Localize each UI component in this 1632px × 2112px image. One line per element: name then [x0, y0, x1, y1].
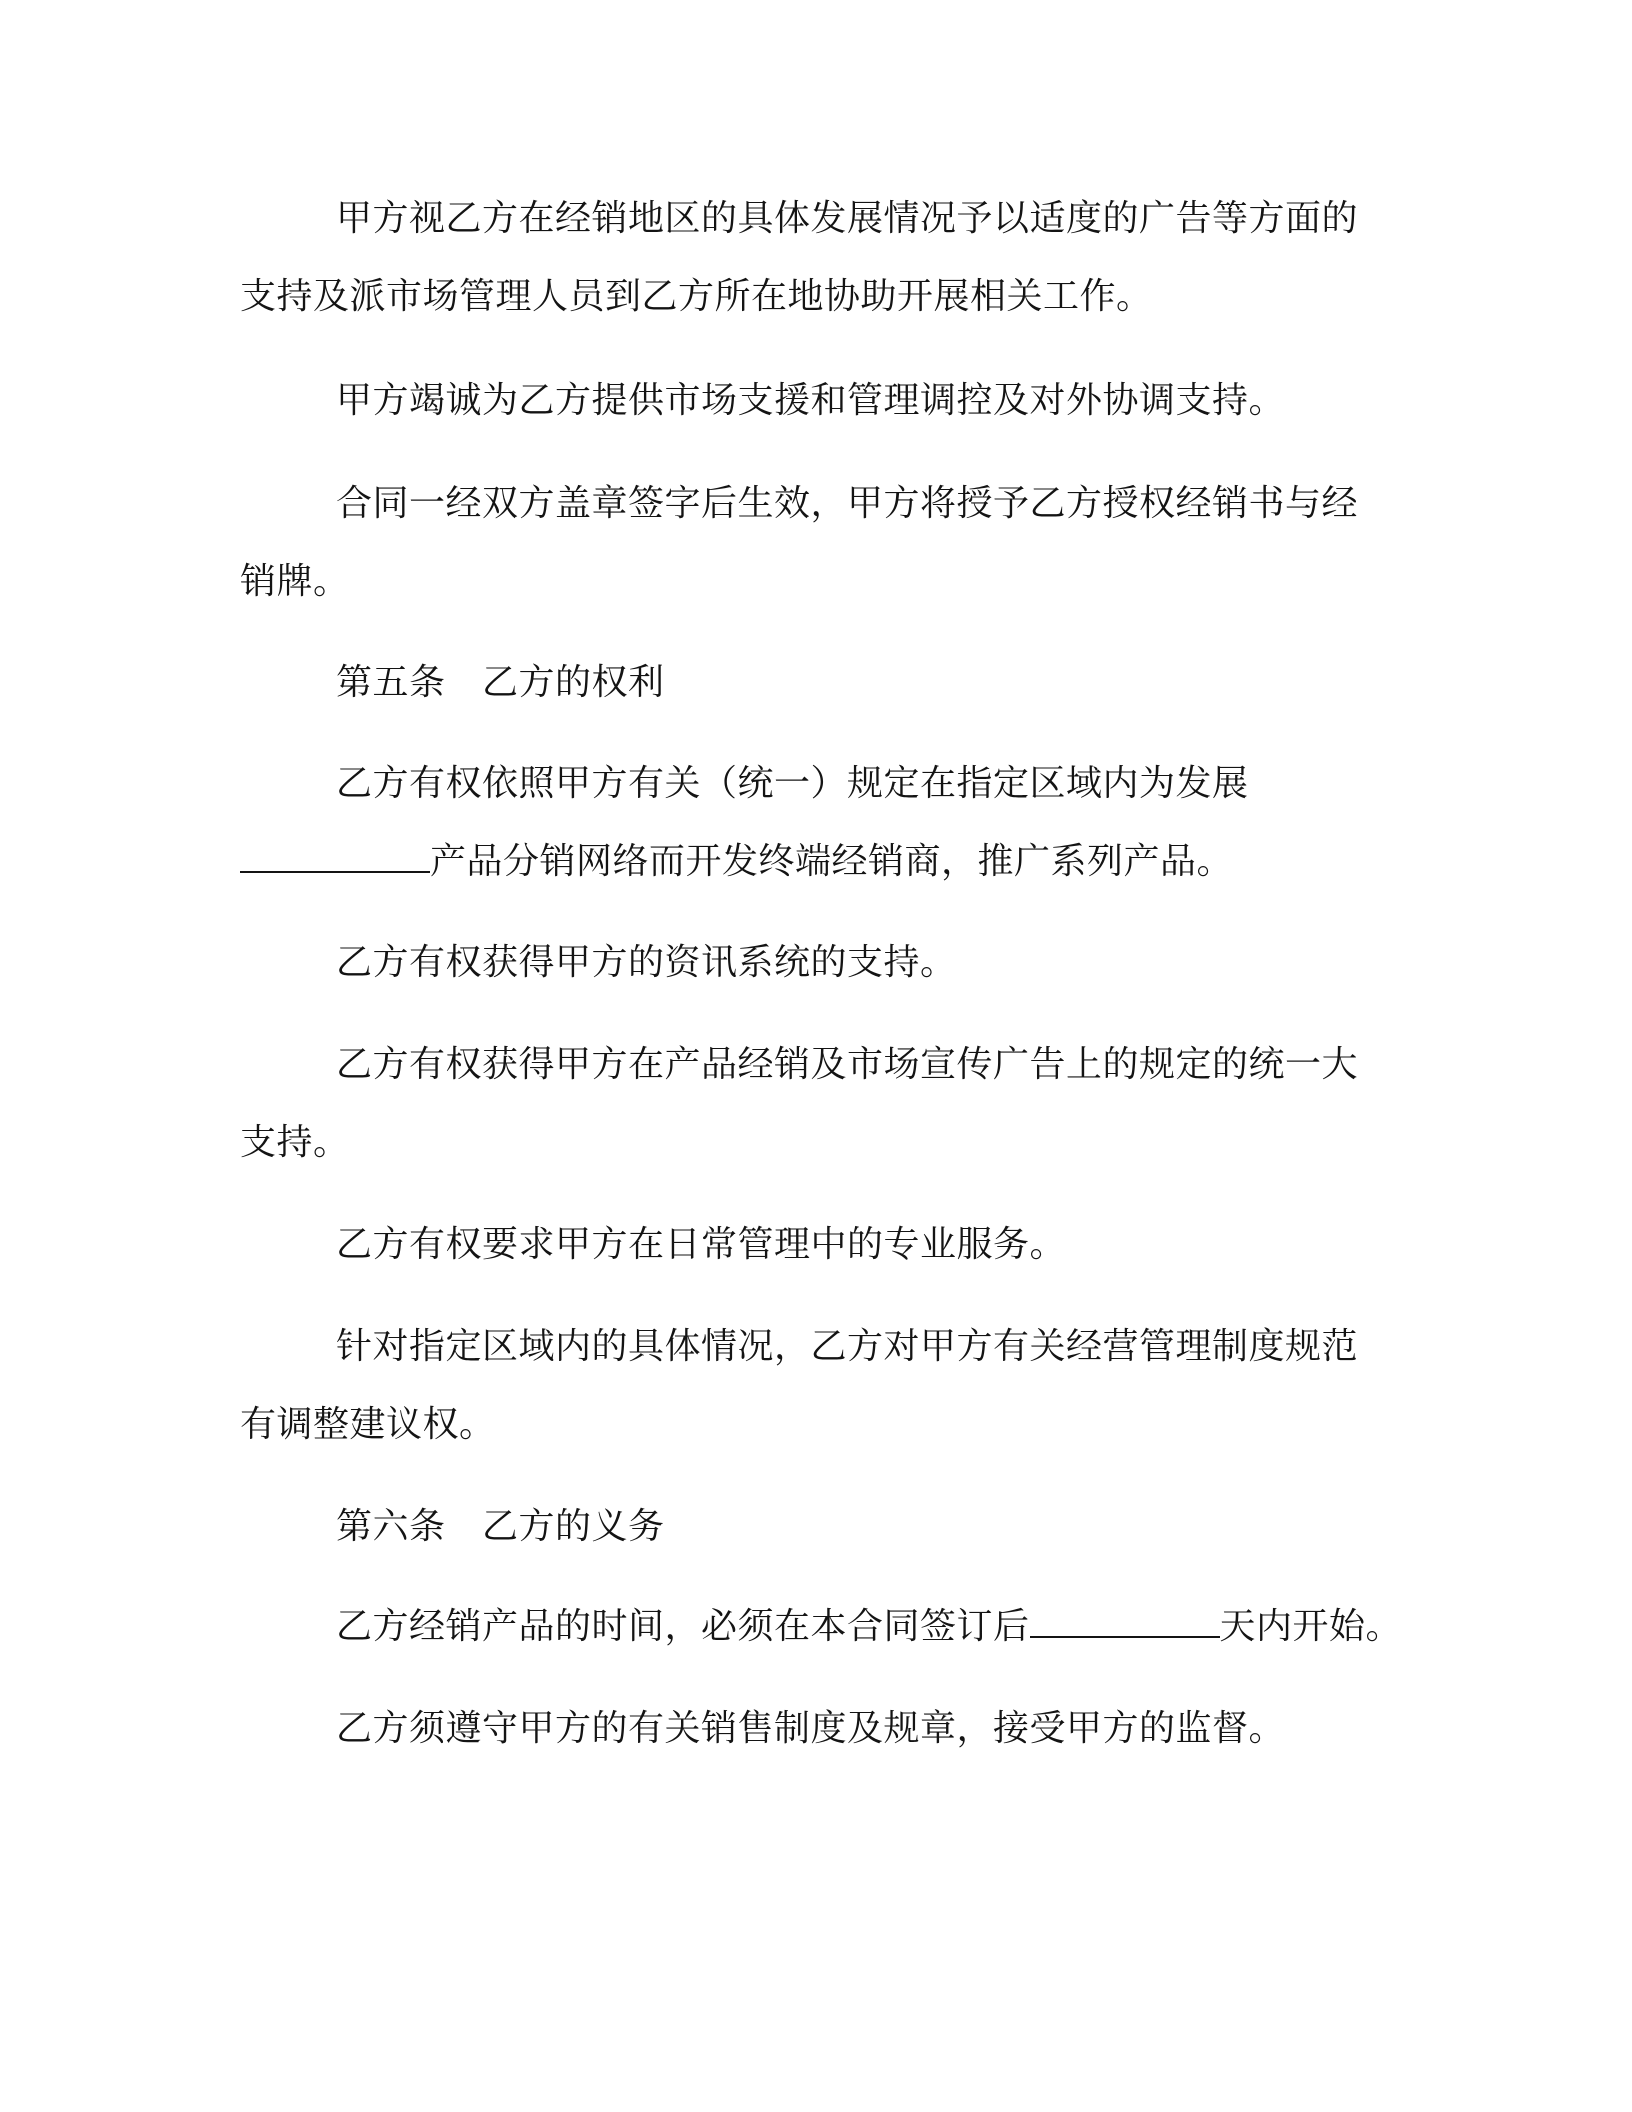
paragraph-obligation-start-time	[240, 1588, 1440, 1666]
paragraph-obligation-start-time-part2: 天内开始。	[1219, 1606, 1403, 1647]
fill-in-blank-days	[1030, 1606, 1220, 1638]
paragraph-ad-support: 甲方视乙方在经销地区的具体发展情况予以适度的广告等方面的支持及派市场管理人员到乙方所在地协助开展相关工作。	[240, 198, 1359, 317]
paragraph-contract-effective: 合同一经双方盖章签字后生效，甲方将授予乙方授权经销书与经销牌。	[240, 483, 1359, 602]
paragraph-market-support: 甲方竭诚为乙方提供市场支援和管理调控及对外协调支持。	[336, 380, 1286, 421]
paragraph-right-distribution-part1: 乙方有权依照甲方有关（统一）规定在指定区域内为发展	[336, 763, 1249, 804]
paragraph-right-ad-support: 乙方有权获得甲方在产品经销及市场宣传广告上的规定的统一大支持。	[240, 1044, 1359, 1163]
fill-in-blank-product	[240, 841, 430, 873]
paragraph-right-distribution	[240, 745, 1390, 901]
paragraph-right-service: 乙方有权要求甲方在日常管理中的专业服务。	[336, 1224, 1067, 1265]
paragraph-obligation-comply: 乙方须遵守甲方的有关销售制度及规章，接受甲方的监督。	[336, 1708, 1286, 1749]
paragraph-right-info-system: 乙方有权获得甲方的资讯系统的支持。	[336, 942, 957, 983]
paragraph-right-distribution-part2: 产品分销网络而开发终端经销商，推广系列产品。	[430, 841, 1234, 882]
paragraph-right-suggestion: 针对指定区域内的具体情况，乙方对甲方有关经营管理制度规范有调整建议权。	[240, 1326, 1359, 1445]
heading-article-5: 第五条 乙方的权利	[336, 662, 665, 703]
heading-article-6: 第六条 乙方的义务	[336, 1506, 665, 1547]
paragraph-obligation-start-time-part1: 乙方经销产品的时间，必须在本合同签订后	[336, 1606, 1030, 1647]
